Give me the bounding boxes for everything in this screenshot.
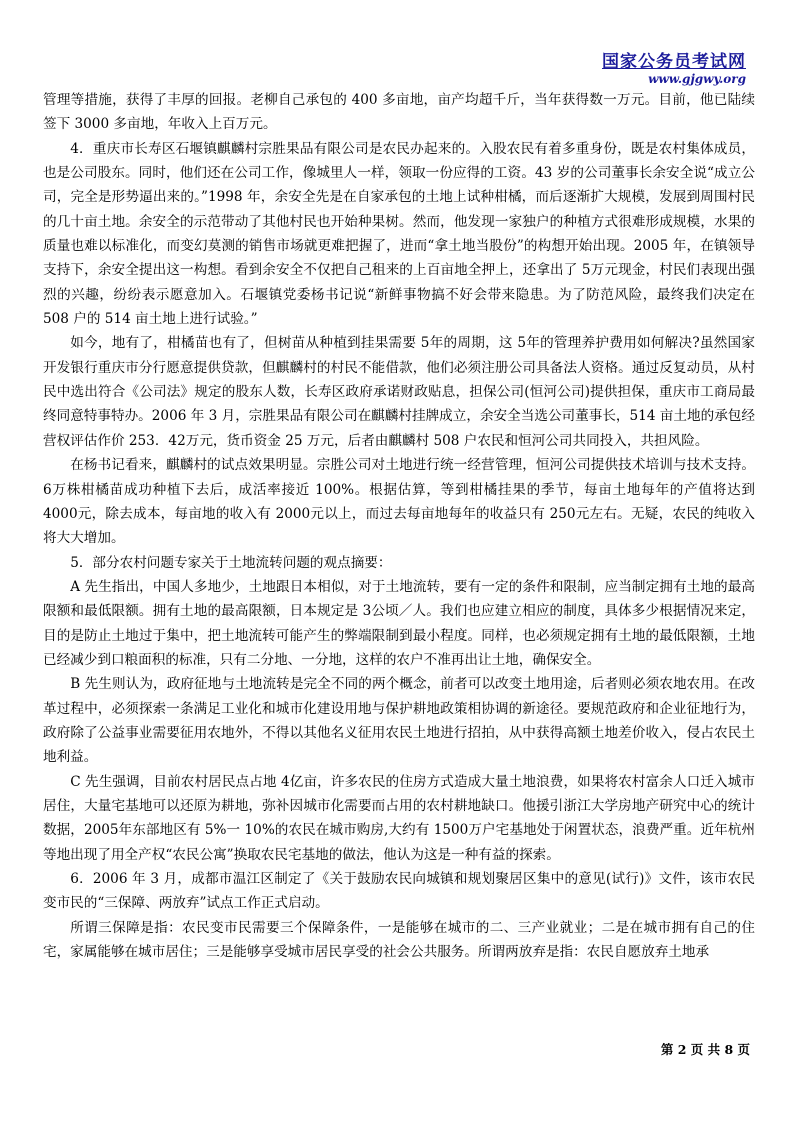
- paragraph: 如今，地有了，柑橘苗也有了，但树苗从种植到挂果需要 5年的周期，这 5年的管理养护费用如何解决?虽然国家开发银行重庆市分行愿意提供贷款，但麒麟村的村民不能借款，他们必须注册公司具备法人资格。通过反复动员，从村民中选出符合《公司法》规定的股东人数，长寿区政府承诺财政贴息，担保公司(恒河公司)提供担保，重庆市工商局最终同意特事特办。2006 年 3 月，宗胜果品有限公司在麒麟村挂牌成立，余安全当选公司董事长，514 亩土地的承包经营权评估作价 253．42万元，货币资金 25 万元，后者由麒麟村 508 户农民和恒河公司共同投入，共担风险。: [43, 335, 755, 449]
- paragraph: C 先生强调，目前农村居民点占地 4亿亩，许多农民的住房方式造成大量土地浪费，如果将农村富余人口迁入城市居住，大量宅基地可以还原为耕地，弥补因城市化需要而占用的农村耕地缺口。他援引浙江大学房地产研究中心的统计数据，2005年东部地区有 5%一 10%的农民在城市购房,大约有 1500万户宅基地处于闲置状态，浪费严重。近年杭州等地出现了用全产权“农民公寓”换取农民宅基地的做法，他认为这是一种有益的探索。: [43, 773, 755, 863]
- paragraph: 4．重庆市长寿区石堰镇麒麟村宗胜果品有限公司是农民办起来的。入股农民有着多重身份，既是农村集体成员，也是公司股东。同时，他们还在公司工作，像城里人一样，领取一份应得的工资。43 岁的公司董事长余安全说“成立公司，完全是形势逼出来的。”1998 年，余安全先是在自家承包的土地上试种柑橘，而后逐渐扩大规模，发展到周围村民的几十亩土地。余安全的示范带动了其他村民也开始种果树。然而，他发现一家独户的种植方式很难形成规模，水果的质量也难以标准化，而变幻莫测的销售市场就更难把握了，进而“拿土地当股份”的构想开始出现。2005 年，在镇领导支持下，余安全提出这一构想。看到余安全不仅把自己租来的上百亩地全押上，还拿出了 5万元现金，村民们表现出强烈的兴趣，纷纷表示愿意加入。石堰镇党委杨书记说“新鲜事物搞不好会带来隐患。为了防范风险，最终我们决定在 508 户的 514 亩土地上进行试验。”: [43, 140, 755, 328]
- page-number: 第 2 页 共 8 页: [660, 1042, 750, 1057]
- site-name: 国家公务员考试网: [602, 52, 746, 72]
- paragraph: 6．2006 年 3 月，成都市温江区制定了《关于鼓励农民向城镇和规划聚居区集中的意见(试行)》文件，该市农民变市民的“三保障、两放弃”试点工作正式启动。: [43, 871, 755, 912]
- site-url: www.gjgwy.org: [648, 72, 746, 86]
- paragraph: A 先生指出，中国人多地少，土地跟日本相似，对于土地流转，要有一定的条件和限制，应当制定拥有土地的最高限额和最低限额。拥有土地的最高限额，日本规定是 3公顷／人。我们也应建立相应的制度，具体多少根据情况来定，目的是防止土地过于集中，把土地流转可能产生的弊端限制到最小程度。同样，也必须规定拥有土地的最低限额，土地已经减少到口粮面积的标准，只有二分地、一分地，这样的农户不准再出让土地，确保安全。: [43, 578, 755, 668]
- paragraph: 在杨书记看来，麒麟村的试点效果明显。宗胜公司对土地进行统一经营管理，恒河公司提供技术培训与技术支持。6万株柑橘苗成功种植下去后，成活率接近 100%。根据估算，等到柑橘挂果的季节，每亩土地每年的产值将达到 4000元，除去成本，每亩地的收入有 2000元以上，而过去每亩地每年的收益只有 250元左右。无疑，农民的纯收入将大大增加。: [43, 457, 755, 547]
- site-logo: [602, 52, 746, 86]
- document-body: [43, 88, 755, 964]
- paragraph: 所谓三保障是指：农民变市民需要三个保障条件，一是能够在城市的二、三产业就业；二是在城市拥有自己的住宅，家属能够在城市居住；三是能够享受城市居民享受的社会公共服务。所谓两放弃是指：农民自愿放弃土地承: [43, 919, 755, 961]
- paragraph: B 先生则认为，政府征地与土地流转是完全不同的两个概念，前者可以改变土地用途，后者则必须农地农用。在改革过程中，必须探索一条满足工业化和城市化建设用地与保护耕地政策相协调的新途径。要规范政府和企业征地行为，政府除了公益事业需要征用农地外，不得以其他名义征用农民土地进行招拍，从中获得高额土地差价收入，侵占农民土地利益。: [43, 676, 755, 766]
- paragraph: 管理等措施，获得了丰厚的回报。老柳自己承包的 400 多亩地，亩产均超千斤，当年获得数一万元。目前，他已陆续签下 3000 多亩地，年收入上百万元。: [43, 92, 755, 133]
- paragraph: 5．部分农村问题专家关于土地流转问题的观点摘要：: [70, 554, 392, 571]
